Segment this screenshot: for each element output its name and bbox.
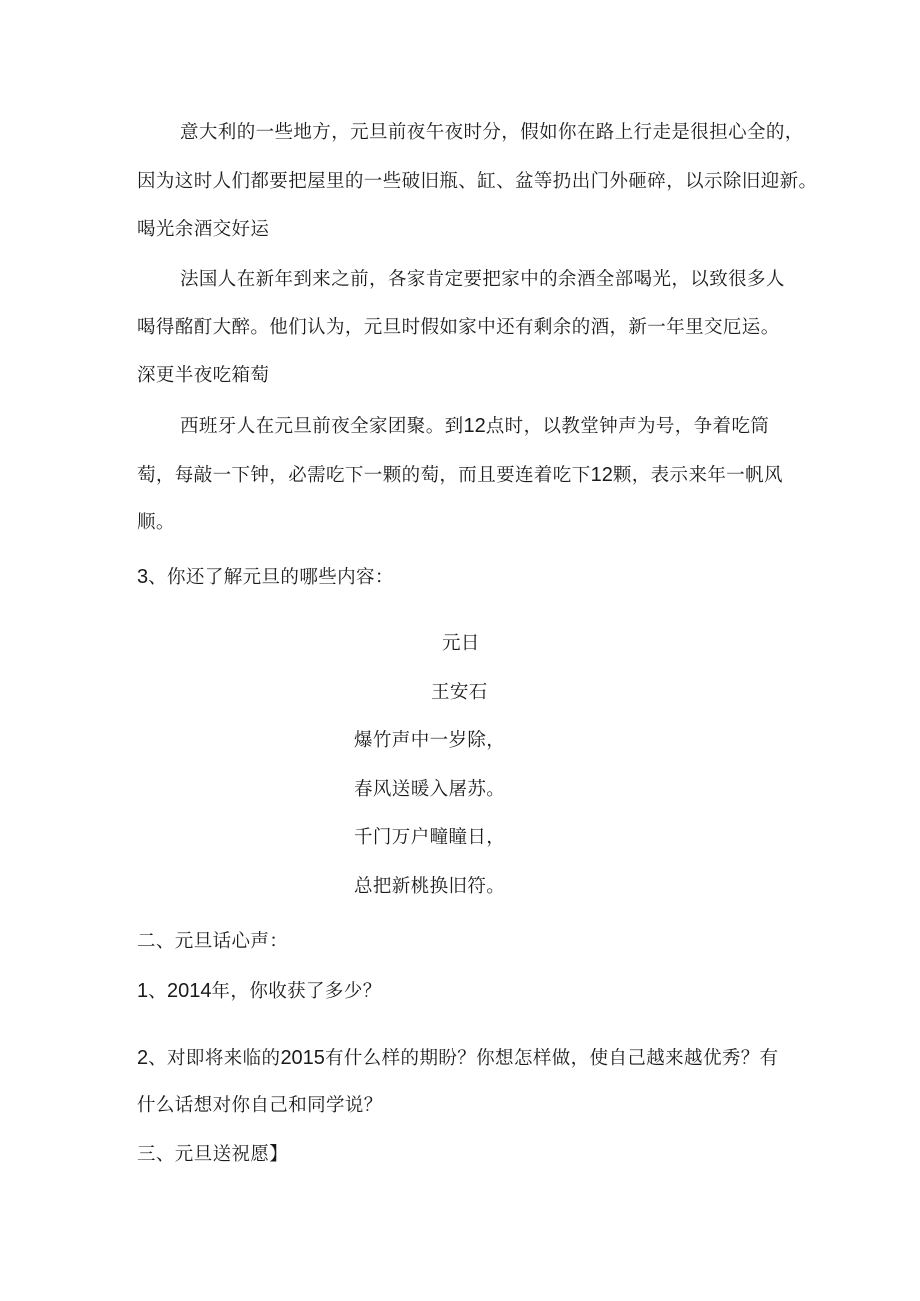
poem-line-3: 千门万户疃瞳日，	[354, 827, 506, 848]
paragraph-spain-line-1	[180, 413, 769, 440]
q2-year: 2015	[280, 1047, 325, 1069]
poem-line-2: 春风送暖入屠苏。	[354, 779, 506, 800]
poem-line-4: 总把新桃换旧符。	[354, 876, 506, 897]
spain-text-a: 西班牙人在元旦前夜全家团聚。到	[180, 416, 464, 437]
paragraph-spain-line-2	[137, 462, 783, 489]
q1-text: 年，你收获了多少？	[211, 981, 382, 1002]
section-3-heading: 三、元旦送祝愿】	[137, 1144, 289, 1165]
q2-text-a: 、对即将来临的	[148, 1048, 281, 1069]
question-3-number: 3	[137, 566, 149, 588]
question-3	[137, 564, 394, 591]
poem-author: 王安石	[431, 682, 488, 703]
paragraph-france-line-2: 喝得酩酊大醉。他们认为，元旦时假如家中还有剩余的酒，新一年里交厄运。	[137, 317, 780, 338]
section-2-question-2-line-1	[137, 1045, 779, 1072]
q1-number: 1	[137, 980, 149, 1002]
paragraph-spain-line-3: 顺。	[137, 512, 175, 533]
paragraph-france-line-1: 法国人在新年到来之前，各家肯定要把家中的余酒全部喝光，以致很多人	[180, 269, 785, 290]
q1-separator: 、	[148, 981, 168, 1002]
spain-text-d: 颗，表示来年一帆风	[612, 465, 783, 486]
paragraph-italy-line-1: 意大利的一些地方，元旦前夜午夜时分，假如你在路上行走是很担心全的，	[180, 122, 804, 143]
question-3-text: 、你还了解元旦的哪些内容：	[148, 567, 394, 588]
spain-text-b: 点时，以教堂钟声为号，争着吃筒	[485, 416, 770, 437]
section-2-question-2-line-2: 什么话想对你自己和同学说？	[137, 1095, 383, 1116]
q2-text-b: 有什么样的期盼？你想怎样做，使自己越来越优秀？有	[324, 1048, 779, 1069]
poem-line-1: 爆竹声中一岁除，	[354, 730, 506, 751]
section-2-heading: 二、元旦话心声：	[137, 931, 289, 952]
spain-text-c: 萄，每敲一下钟，必需吃下一颗的萄，而且要连着吃下	[137, 465, 591, 486]
poem-title: 元日	[442, 633, 480, 654]
spain-number-12: 12	[463, 415, 486, 437]
heading-drink-wine: 喝光余酒交好运	[137, 219, 270, 240]
heading-eat-grapes: 深更半夜吃箱萄	[137, 365, 270, 386]
section-2-question-1	[137, 978, 382, 1005]
q1-year: 2014	[167, 980, 212, 1002]
q2-number: 2	[137, 1047, 149, 1069]
spain-number-12-second: 12	[590, 464, 613, 486]
paragraph-italy-line-2: 因为这时人们都要把屋里的一些破旧瓶、缸、盆等扔出门外砸碎，以示除旧迎新。	[137, 171, 818, 192]
